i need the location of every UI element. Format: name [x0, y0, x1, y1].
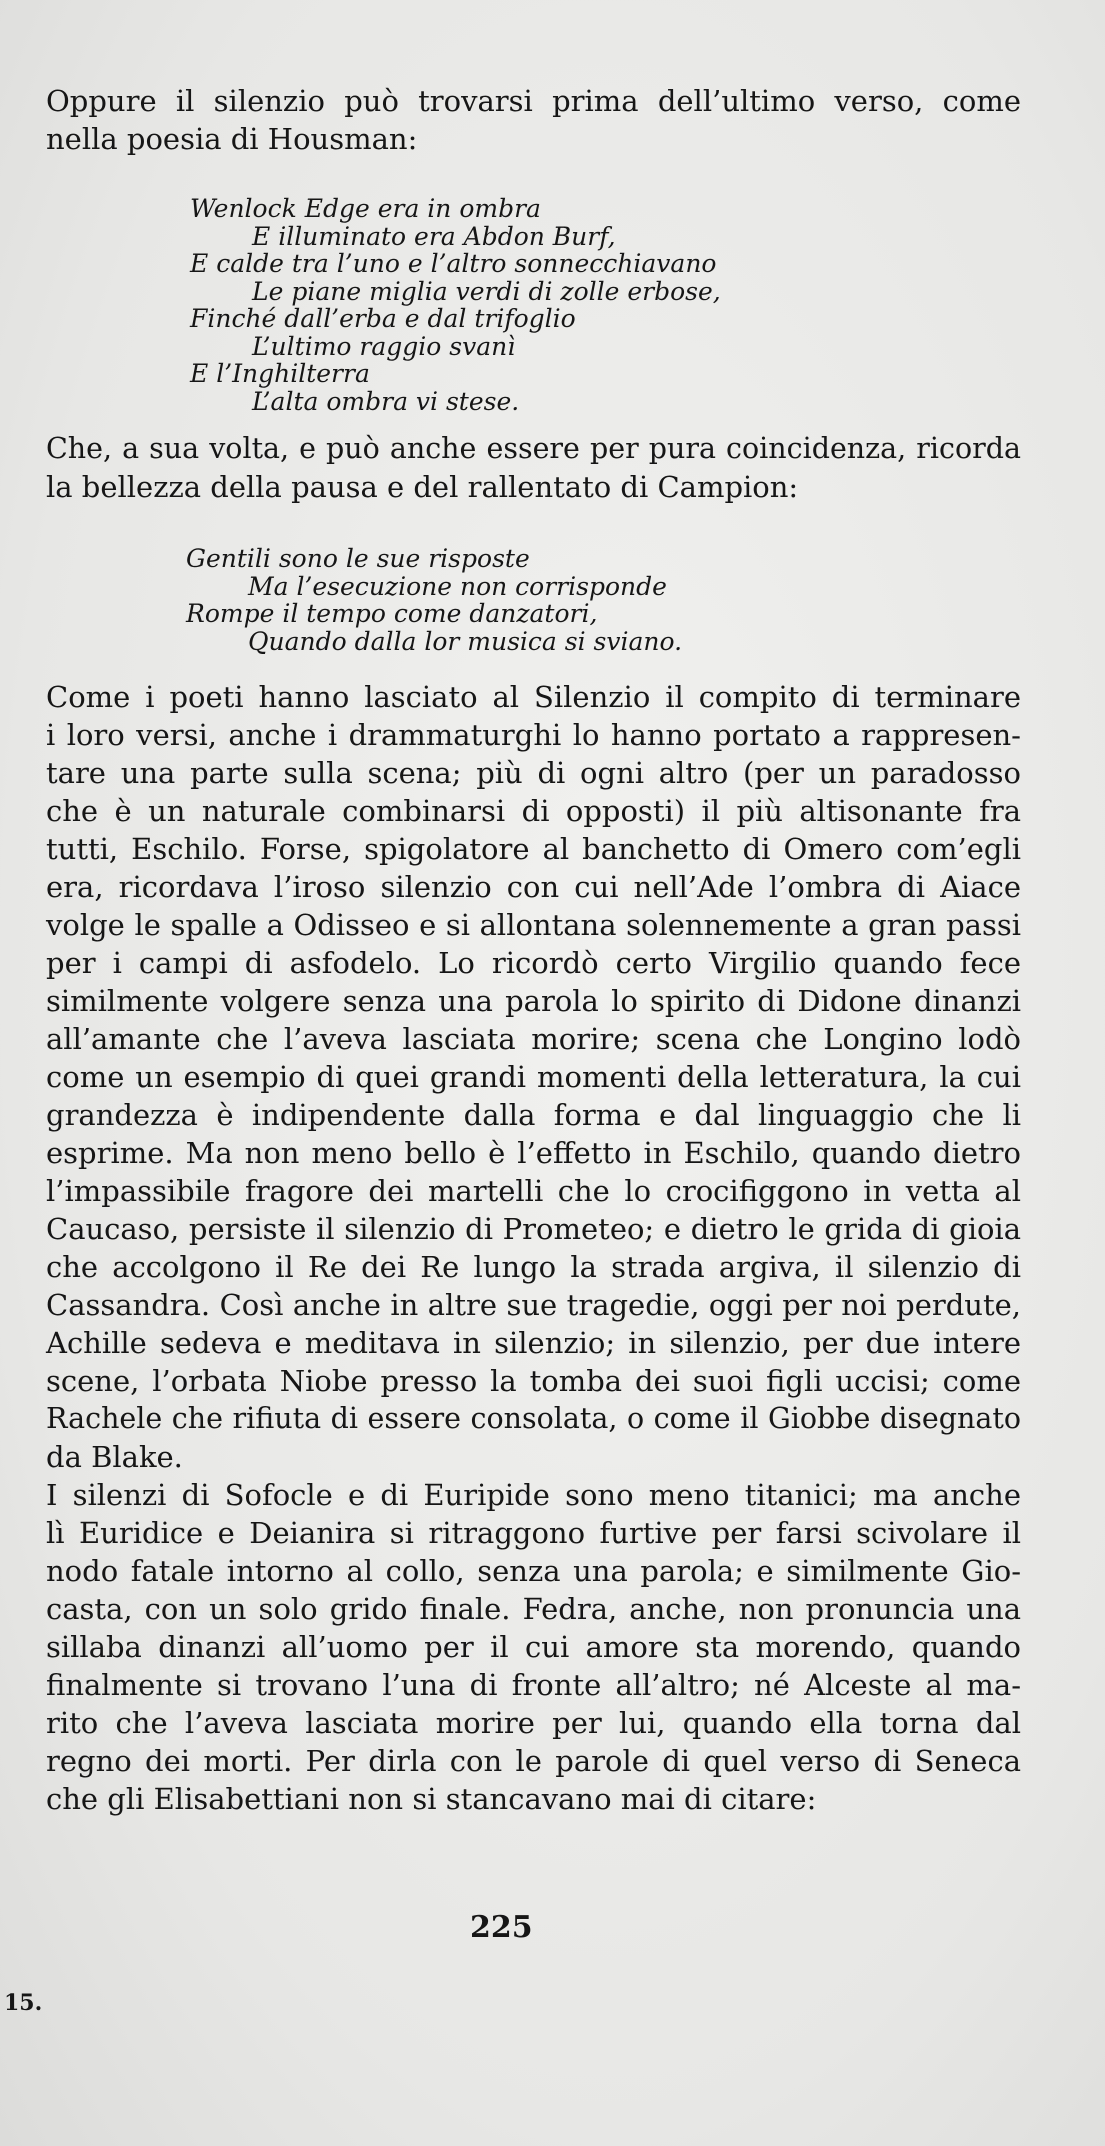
text-line: rito che l’aveva lasciata morire per lui, quando ella torna dal: [46, 1706, 1021, 1740]
text-line: Rachele che rifiuta di essere consolata, o come il Giobbe disegnato: [46, 1402, 1021, 1435]
text-line: regno dei morti. Per dirla con le parole di quel verso di Seneca: [46, 1744, 1021, 1778]
text-line: volge le spalle a Odisseo e si allontana solennemente a gran passi: [46, 908, 1021, 942]
text-line: esprime. Ma non meno bello è l’effetto in Eschilo, quando dietro: [46, 1136, 1021, 1170]
text-line: tutti, Eschilo. Forse, spigolatore al banchetto di Omero com’egli: [46, 832, 1021, 866]
text-line: tare una parte sulla scena; più di ogni altro (per un paradosso: [46, 756, 1021, 790]
text-line: lì Euridice e Deianira si ritraggono furtive per farsi scivolare il: [46, 1516, 1021, 1550]
verse-line: E l’Inghilterra: [190, 359, 370, 388]
verse-line: E illuminato era Abdon Burf,: [252, 221, 616, 251]
text-line: Caucaso, persiste il silenzio di Prometeo; e dietro le grida di gioia: [46, 1212, 1021, 1246]
text-line: I silenzi di Sofocle e di Euripide sono meno titanici; ma anche: [46, 1478, 1021, 1512]
text-line: era, ricordava l’iroso silenzio con cui nell’Ade l’ombra di Aiace: [46, 870, 1021, 904]
text-line: grandezza è indipendente dalla forma e dal linguaggio che li: [46, 1098, 1021, 1132]
text-line: sillaba dinanzi all’uomo per il cui amore sta morendo, quando: [46, 1630, 1021, 1664]
bridge-paragraph: [46, 430, 1021, 506]
text-line: per i campi di asfodelo. Lo ricordò certo Virgilio quando fece: [46, 946, 1021, 980]
verse-line: L’alta ombra vi stese.: [252, 386, 520, 416]
main-text: [46, 678, 1021, 1818]
verse-line: E calde tra l’uno e l’altro sonnecchiavano: [190, 249, 717, 278]
text-line: scene, l’orbata Niobe presso la tomba dei suoi figli uccisi; come: [46, 1364, 1021, 1398]
campion-poem: [186, 545, 682, 655]
text-line: da Blake.: [46, 1440, 183, 1474]
verse-line: Gentili sono le sue risposte: [186, 544, 530, 573]
verse-line: Le piane miglia verdi di zolle erbose,: [252, 276, 721, 306]
verse-line: Ma l’esecuzione non corrisponde: [248, 571, 667, 601]
text-line: la bellezza della pausa e del rallentato di Campion:: [46, 470, 799, 504]
verse-line: Finché dall’erba e dal trifoglio: [190, 304, 576, 333]
signature-mark: 15.: [4, 1990, 43, 2016]
text-line: Cassandra. Così anche in altre sue tragedie, oggi per noi perdute,: [46, 1288, 1021, 1322]
verse-line: Rompe il tempo come danzatori,: [186, 599, 598, 628]
intro-paragraph: [46, 82, 1021, 158]
text-line: finalmente si trovano l’una di fronte all’altro; né Alceste al ma-: [46, 1668, 1021, 1702]
text-line: nella poesia di Housman:: [46, 122, 418, 156]
verse-line: Quando dalla lor musica si sviano.: [248, 626, 683, 656]
verse-line: L’ultimo raggio svanì: [252, 331, 516, 361]
text-line: che è un naturale combinarsi di opposti) il più altisonante fra: [46, 794, 1021, 828]
housman-poem: [190, 195, 721, 415]
text-line: similmente volgere senza una parola lo spirito di Didone dinanzi: [46, 984, 1021, 1018]
text-line: all’amante che l’aveva lasciata morire; scena che Longino lodò: [46, 1022, 1021, 1056]
text-line: l’impassibile fragore dei martelli che lo crocifiggono in vetta al: [46, 1174, 1021, 1208]
page-number: 225: [470, 1910, 533, 1945]
text-line: Achille sedeva e meditava in silenzio; in silenzio, per due intere: [46, 1326, 1021, 1360]
text-line: i loro versi, anche i drammaturghi lo hanno portato a rappresen-: [46, 718, 1021, 752]
text-line: Come i poeti hanno lasciato al Silenzio il compito di terminare: [46, 680, 1021, 714]
text-line: che gli Elisabettiani non si stancavano mai di citare:: [46, 1782, 817, 1816]
text-line: che accolgono il Re dei Re lungo la strada argiva, il silenzio di: [46, 1250, 1021, 1284]
text-line: Oppure il silenzio può trovarsi prima dell’ultimo verso, come: [46, 84, 1021, 118]
text-line: come un esempio di quei grandi momenti della letteratura, la cui: [46, 1060, 1021, 1094]
text-line: nodo fatale intorno al collo, senza una parola; e similmente Gio-: [46, 1554, 1021, 1588]
text-line: casta, con un solo grido finale. Fedra, anche, non pronuncia una: [46, 1592, 1021, 1626]
text-line: Che, a sua volta, e può anche essere per pura coincidenza, ricorda: [46, 432, 1021, 465]
verse-line: Wenlock Edge era in ombra: [190, 194, 541, 223]
